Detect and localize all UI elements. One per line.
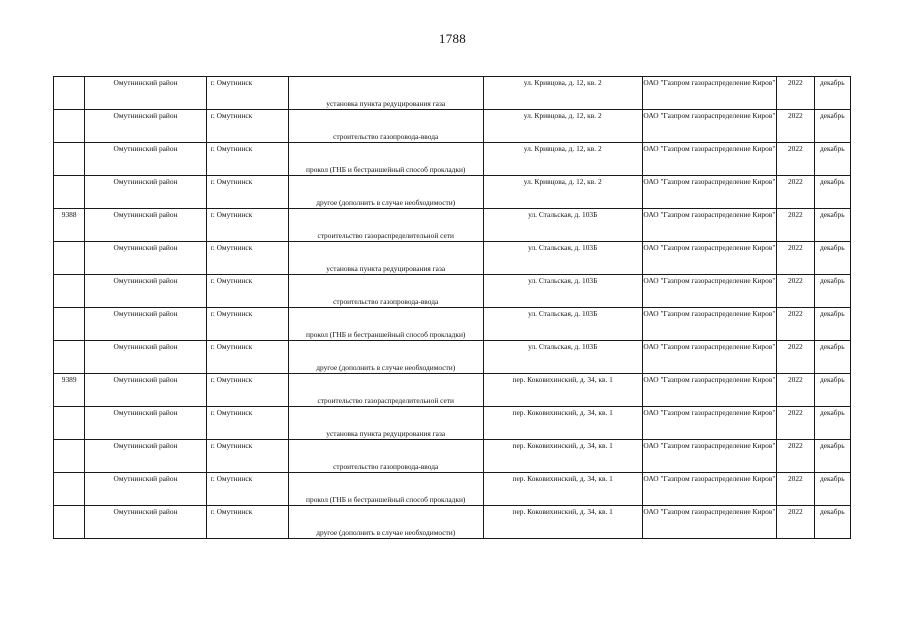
- work-type: строительство газораспределительной сети: [317, 231, 454, 241]
- year: 2022: [787, 441, 803, 450]
- work-type: прокол (ГНБ и бестраншейный способ прокладки): [306, 330, 466, 340]
- district-cell: [85, 374, 206, 407]
- year: 2022: [787, 342, 803, 351]
- district-cell: [85, 77, 206, 110]
- organization: ОАО "Газпром газораспределение Киров": [643, 177, 776, 186]
- organization-cell: [642, 374, 777, 407]
- row-number-cell: [54, 77, 85, 110]
- district-cell: [85, 209, 206, 242]
- month-cell: [814, 473, 850, 506]
- row-number-cell: [54, 209, 85, 242]
- address-cell: [483, 407, 642, 440]
- district: Омутнинский район: [113, 375, 178, 384]
- row-number-cell: [54, 176, 85, 209]
- work-type: строительство газораспределительной сети: [317, 396, 454, 406]
- address: ул. Кривцова, д. 12, кв. 2: [523, 144, 602, 153]
- work-type: установка пункта редуцирования газа: [326, 429, 446, 439]
- address-cell: [483, 209, 642, 242]
- district: Омутнинский район: [113, 177, 178, 186]
- year-cell: [777, 440, 814, 473]
- organization: ОАО "Газпром газораспределение Киров": [643, 78, 776, 87]
- work-type: установка пункта редуцирования газа: [326, 99, 446, 109]
- city: г. Омутнинск: [210, 408, 253, 417]
- district-cell: [85, 407, 206, 440]
- work-type-cell: [288, 110, 483, 143]
- address: ул. Кривцова, д. 12, кв. 2: [523, 78, 602, 87]
- year: 2022: [787, 177, 803, 186]
- city: г. Омутнинск: [210, 210, 253, 219]
- address-cell: [483, 341, 642, 374]
- city: г. Омутнинск: [210, 441, 253, 450]
- month: декабрь: [819, 441, 845, 450]
- organization: ОАО "Газпром газораспределение Киров": [643, 375, 776, 384]
- district: Омутнинский район: [113, 309, 178, 318]
- table-row: [54, 506, 851, 539]
- organization: ОАО "Газпром газораспределение Киров": [643, 408, 776, 417]
- month: декабрь: [819, 309, 845, 318]
- work-type: строительство газопровода-ввода: [333, 297, 439, 307]
- address-cell: [483, 275, 642, 308]
- table-row: [54, 209, 851, 242]
- organization: ОАО "Газпром газораспределение Киров": [643, 474, 776, 483]
- month: декабрь: [819, 78, 845, 87]
- table-row: [54, 374, 851, 407]
- year-cell: [777, 176, 814, 209]
- year-cell: [777, 143, 814, 176]
- organization: ОАО "Газпром газораспределение Киров": [643, 342, 776, 351]
- year: 2022: [787, 507, 803, 516]
- organization-cell: [642, 110, 777, 143]
- city: г. Омутнинск: [210, 309, 253, 318]
- address-cell: [483, 110, 642, 143]
- district-cell: [85, 473, 206, 506]
- district: Омутнинский район: [113, 243, 178, 252]
- district: Омутнинский район: [113, 342, 178, 351]
- month-cell: [814, 143, 850, 176]
- work-type: другое (дополнить в случае необходимости): [316, 528, 456, 538]
- city-cell: [206, 473, 288, 506]
- organization-cell: [642, 242, 777, 275]
- city-cell: [206, 110, 288, 143]
- organization-cell: [642, 341, 777, 374]
- city-cell: [206, 440, 288, 473]
- year-cell: [777, 209, 814, 242]
- district-cell: [85, 176, 206, 209]
- city-cell: [206, 77, 288, 110]
- row-number-cell: [54, 242, 85, 275]
- city-cell: [206, 506, 288, 539]
- month: декабрь: [819, 144, 845, 153]
- address-cell: [483, 374, 642, 407]
- city: г. Омутнинск: [210, 342, 253, 351]
- table-row: [54, 440, 851, 473]
- month: декабрь: [819, 111, 845, 120]
- organization: ОАО "Газпром газораспределение Киров": [643, 111, 776, 120]
- organization: ОАО "Газпром газораспределение Киров": [643, 441, 776, 450]
- year-cell: [777, 308, 814, 341]
- work-type-cell: [288, 506, 483, 539]
- year-cell: [777, 506, 814, 539]
- page-number: 1788: [438, 31, 467, 46]
- city-cell: [206, 209, 288, 242]
- table-row: [54, 110, 851, 143]
- district-cell: [85, 143, 206, 176]
- address: пер. Коковихинский, д. 34, кв. 1: [512, 375, 613, 384]
- city-cell: [206, 176, 288, 209]
- district: Омутнинский район: [113, 111, 178, 120]
- city-cell: [206, 407, 288, 440]
- month-cell: [814, 506, 850, 539]
- year: 2022: [787, 408, 803, 417]
- month-cell: [814, 77, 850, 110]
- month: декабрь: [819, 342, 845, 351]
- row-number-cell: [54, 407, 85, 440]
- city-cell: [206, 143, 288, 176]
- district: Омутнинский район: [113, 474, 178, 483]
- organization-cell: [642, 209, 777, 242]
- year: 2022: [787, 276, 803, 285]
- work-type-cell: [288, 341, 483, 374]
- work-type-cell: [288, 374, 483, 407]
- work-type-cell: [288, 407, 483, 440]
- district-cell: [85, 242, 206, 275]
- table-row: [54, 341, 851, 374]
- address: ул. Стальская, д. 103Б: [528, 243, 598, 252]
- city: г. Омутнинск: [210, 111, 253, 120]
- work-type-cell: [288, 473, 483, 506]
- month-cell: [814, 407, 850, 440]
- organization-cell: [642, 275, 777, 308]
- month: декабрь: [819, 375, 845, 384]
- work-type-cell: [288, 275, 483, 308]
- month: декабрь: [819, 276, 845, 285]
- work-type: установка пункта редуцирования газа: [326, 264, 446, 274]
- address: пер. Коковихинский, д. 34, кв. 1: [512, 441, 613, 450]
- address-cell: [483, 77, 642, 110]
- year: 2022: [787, 243, 803, 252]
- district: Омутнинский район: [113, 210, 178, 219]
- table-row: [54, 176, 851, 209]
- table-row: [54, 407, 851, 440]
- district-cell: [85, 506, 206, 539]
- year: 2022: [787, 78, 803, 87]
- year: 2022: [787, 309, 803, 318]
- row-number-cell: [54, 440, 85, 473]
- organization-cell: [642, 176, 777, 209]
- city: г. Омутнинск: [210, 243, 253, 252]
- table-row: [54, 473, 851, 506]
- city: г. Омутнинск: [210, 375, 253, 384]
- address-cell: [483, 242, 642, 275]
- address-cell: [483, 440, 642, 473]
- organization: ОАО "Газпром газораспределение Киров": [643, 144, 776, 153]
- year-cell: [777, 275, 814, 308]
- year: 2022: [787, 144, 803, 153]
- work-type: строительство газопровода-ввода: [333, 462, 439, 472]
- organization-cell: [642, 77, 777, 110]
- organization-cell: [642, 506, 777, 539]
- city-cell: [206, 308, 288, 341]
- address-cell: [483, 143, 642, 176]
- month: декабрь: [819, 507, 845, 516]
- city-cell: [206, 242, 288, 275]
- district-cell: [85, 110, 206, 143]
- year: 2022: [787, 375, 803, 384]
- address: ул. Стальская, д. 103Б: [528, 342, 598, 351]
- work-type: строительство газопровода-ввода: [333, 132, 439, 142]
- city-cell: [206, 275, 288, 308]
- work-type: прокол (ГНБ и бестраншейный способ прокладки): [306, 495, 466, 505]
- row-number-cell: [54, 143, 85, 176]
- organization: ОАО "Газпром газораспределение Киров": [643, 243, 776, 252]
- district: Омутнинский район: [113, 507, 178, 516]
- work-type-cell: [288, 77, 483, 110]
- address-cell: [483, 308, 642, 341]
- table-row: [54, 275, 851, 308]
- work-schedule-table: [53, 76, 851, 539]
- city: г. Омутнинск: [210, 276, 253, 285]
- month-cell: [814, 440, 850, 473]
- organization-cell: [642, 308, 777, 341]
- row-number-cell: [54, 308, 85, 341]
- year-cell: [777, 341, 814, 374]
- row-number-cell: [54, 374, 85, 407]
- city: г. Омутнинск: [210, 177, 253, 186]
- table-body: [54, 77, 851, 539]
- month-cell: [814, 209, 850, 242]
- year-cell: [777, 110, 814, 143]
- address: ул. Кривцова, д. 12, кв. 2: [523, 111, 602, 120]
- address-cell: [483, 473, 642, 506]
- year: 2022: [787, 474, 803, 483]
- address-cell: [483, 176, 642, 209]
- address-cell: [483, 506, 642, 539]
- district: Омутнинский район: [113, 408, 178, 417]
- work-type-cell: [288, 440, 483, 473]
- month-cell: [814, 374, 850, 407]
- work-type-cell: [288, 242, 483, 275]
- year-cell: [777, 374, 814, 407]
- work-type: другое (дополнить в случае необходимости): [316, 198, 456, 208]
- year-cell: [777, 242, 814, 275]
- row-number-cell: [54, 506, 85, 539]
- city: г. Омутнинск: [210, 144, 253, 153]
- city-cell: [206, 374, 288, 407]
- address: ул. Кривцова, д. 12, кв. 2: [523, 177, 602, 186]
- district-cell: [85, 275, 206, 308]
- district: Омутнинский район: [113, 144, 178, 153]
- table-row: [54, 242, 851, 275]
- row-number-cell: [54, 473, 85, 506]
- month: декабрь: [819, 177, 845, 186]
- organization-cell: [642, 407, 777, 440]
- city: г. Омутнинск: [210, 507, 253, 516]
- district: Омутнинский район: [113, 78, 178, 87]
- address: ул. Стальская, д. 103Б: [528, 210, 598, 219]
- month: декабрь: [819, 408, 845, 417]
- organization-cell: [642, 473, 777, 506]
- year-cell: [777, 77, 814, 110]
- address: пер. Коковихинский, д. 34, кв. 1: [512, 474, 613, 483]
- address: ул. Стальская, д. 103Б: [528, 309, 598, 318]
- row-number: 9389: [61, 375, 77, 384]
- table-row: [54, 308, 851, 341]
- month: декабрь: [819, 243, 845, 252]
- year: 2022: [787, 111, 803, 120]
- year: 2022: [787, 210, 803, 219]
- district-cell: [85, 341, 206, 374]
- address: пер. Коковихинский, д. 34, кв. 1: [512, 507, 613, 516]
- district-cell: [85, 440, 206, 473]
- city: г. Омутнинск: [210, 78, 253, 87]
- organization: ОАО "Газпром газораспределение Киров": [643, 309, 776, 318]
- year-cell: [777, 407, 814, 440]
- address: ул. Стальская, д. 103Б: [528, 276, 598, 285]
- city-cell: [206, 341, 288, 374]
- organization: ОАО "Газпром газораспределение Киров": [643, 210, 776, 219]
- address: пер. Коковихинский, д. 34, кв. 1: [512, 408, 613, 417]
- district: Омутнинский район: [113, 276, 178, 285]
- work-type-cell: [288, 176, 483, 209]
- work-type: прокол (ГНБ и бестраншейный способ прокладки): [306, 165, 466, 175]
- work-type-cell: [288, 308, 483, 341]
- row-number-cell: [54, 341, 85, 374]
- year-cell: [777, 473, 814, 506]
- month-cell: [814, 341, 850, 374]
- month: декабрь: [819, 474, 845, 483]
- row-number-cell: [54, 275, 85, 308]
- month: декабрь: [819, 210, 845, 219]
- month-cell: [814, 275, 850, 308]
- organization: ОАО "Газпром газораспределение Киров": [643, 507, 776, 516]
- work-type-cell: [288, 209, 483, 242]
- organization: ОАО "Газпром газораспределение Киров": [643, 276, 776, 285]
- work-type: другое (дополнить в случае необходимости): [316, 363, 456, 373]
- table-row: [54, 143, 851, 176]
- month-cell: [814, 242, 850, 275]
- work-type-cell: [288, 143, 483, 176]
- organization-cell: [642, 440, 777, 473]
- table-row: [54, 77, 851, 110]
- row-number: 9388: [61, 210, 77, 219]
- organization-cell: [642, 143, 777, 176]
- month-cell: [814, 110, 850, 143]
- month-cell: [814, 176, 850, 209]
- district-cell: [85, 308, 206, 341]
- city: г. Омутнинск: [210, 474, 253, 483]
- month-cell: [814, 308, 850, 341]
- district: Омутнинский район: [113, 441, 178, 450]
- row-number-cell: [54, 110, 85, 143]
